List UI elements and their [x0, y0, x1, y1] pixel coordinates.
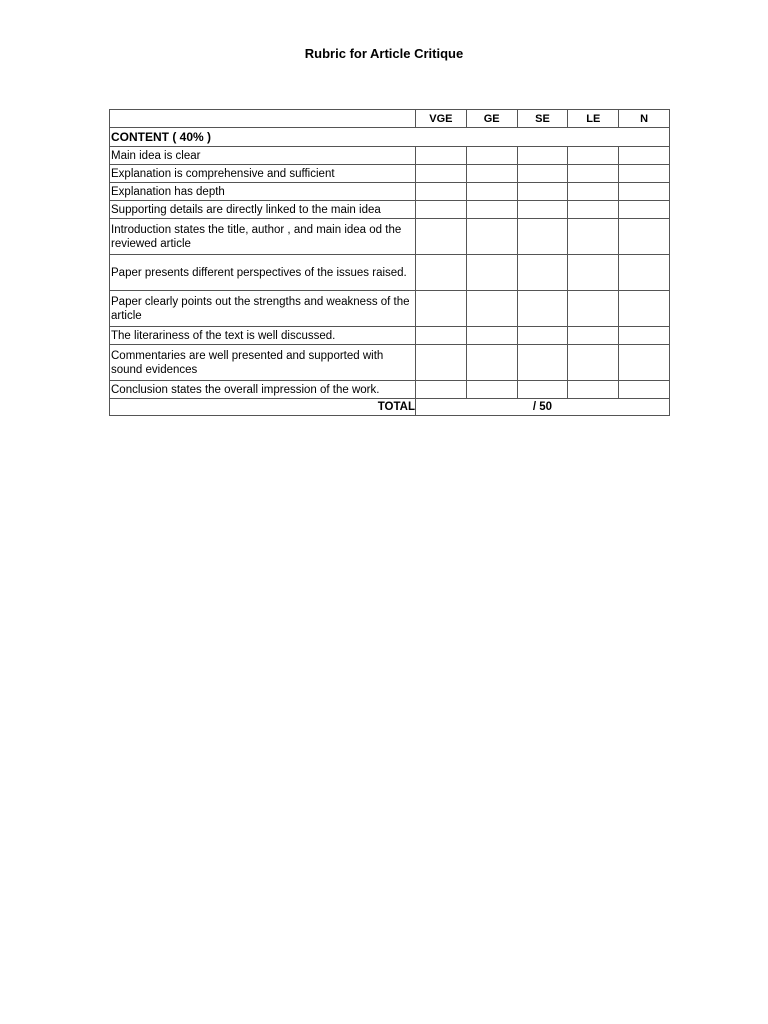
rating-cell-se[interactable]	[517, 255, 568, 291]
rating-cell-se[interactable]	[517, 345, 568, 381]
rating-cell-ge[interactable]	[466, 345, 517, 381]
rating-cell-vge[interactable]	[416, 147, 467, 165]
rating-cell-vge[interactable]	[416, 219, 467, 255]
rating-cell-n[interactable]	[619, 381, 670, 399]
rating-cell-n[interactable]	[619, 345, 670, 381]
criterion-label: Supporting details are directly linked to the main idea	[110, 201, 416, 219]
rating-cell-n[interactable]	[619, 291, 670, 327]
rating-cell-vge[interactable]	[416, 255, 467, 291]
rating-cell-ge[interactable]	[466, 201, 517, 219]
criterion-row	[110, 327, 670, 345]
rating-cell-n[interactable]	[619, 219, 670, 255]
rating-cell-ge[interactable]	[466, 291, 517, 327]
rating-cell-le[interactable]	[568, 201, 619, 219]
rating-cell-se[interactable]	[517, 201, 568, 219]
rating-cell-n[interactable]	[619, 201, 670, 219]
rating-cell-se[interactable]	[517, 183, 568, 201]
rating-cell-se[interactable]	[517, 165, 568, 183]
rating-cell-n[interactable]	[619, 183, 670, 201]
criterion-row	[110, 219, 670, 255]
criterion-row	[110, 255, 670, 291]
rating-cell-n[interactable]	[619, 165, 670, 183]
rating-cell-le[interactable]	[568, 147, 619, 165]
criterion-label: Explanation is comprehensive and sufficient	[110, 165, 416, 183]
total-score: / 50	[416, 399, 670, 416]
criterion-label: Explanation has depth	[110, 183, 416, 201]
rating-cell-n[interactable]	[619, 255, 670, 291]
criterion-label: Introduction states the title, author , and main idea od the reviewed article	[110, 219, 416, 255]
rating-cell-vge[interactable]	[416, 201, 467, 219]
rating-cell-ge[interactable]	[466, 147, 517, 165]
criterion-row	[110, 345, 670, 381]
rating-cell-vge[interactable]	[416, 183, 467, 201]
rating-cell-vge[interactable]	[416, 327, 467, 345]
rating-cell-vge[interactable]	[416, 165, 467, 183]
total-row	[110, 399, 670, 416]
criterion-label: Main idea is clear	[110, 147, 416, 165]
rating-cell-se[interactable]	[517, 147, 568, 165]
section-row	[110, 128, 670, 147]
rating-cell-ge[interactable]	[466, 183, 517, 201]
rating-cell-le[interactable]	[568, 381, 619, 399]
total-label: TOTAL	[110, 399, 416, 416]
rating-cell-le[interactable]	[568, 219, 619, 255]
rating-cell-se[interactable]	[517, 291, 568, 327]
criterion-label: Paper presents different perspectives of the issues raised.	[110, 255, 416, 291]
document-title: Rubric for Article Critique	[304, 46, 464, 61]
rating-cell-vge[interactable]	[416, 345, 467, 381]
criterion-row	[110, 381, 670, 399]
rating-cell-se[interactable]	[517, 381, 568, 399]
rating-header-n: N	[619, 110, 670, 128]
rating-cell-le[interactable]	[568, 255, 619, 291]
rating-cell-le[interactable]	[568, 327, 619, 345]
rating-cell-n[interactable]	[619, 327, 670, 345]
rating-cell-ge[interactable]	[466, 219, 517, 255]
rating-header-se: SE	[517, 110, 568, 128]
criterion-row	[110, 165, 670, 183]
rating-cell-se[interactable]	[517, 327, 568, 345]
criterion-label: Paper clearly points out the strengths and weakness of the article	[110, 291, 416, 327]
rubric-table	[109, 109, 670, 416]
criteria-header-cell	[110, 110, 416, 128]
rating-cell-ge[interactable]	[466, 165, 517, 183]
rating-cell-ge[interactable]	[466, 381, 517, 399]
criterion-label: Commentaries are well presented and supported with sound evidences	[110, 345, 416, 381]
criterion-row	[110, 147, 670, 165]
rating-cell-le[interactable]	[568, 291, 619, 327]
rating-cell-le[interactable]	[568, 345, 619, 381]
rating-header-vge: VGE	[416, 110, 467, 128]
rating-cell-se[interactable]	[517, 219, 568, 255]
section-title: CONTENT ( 40% )	[110, 128, 670, 147]
rating-cell-ge[interactable]	[466, 327, 517, 345]
criterion-label: The literariness of the text is well discussed.	[110, 327, 416, 345]
rating-header-le: LE	[568, 110, 619, 128]
criterion-row	[110, 183, 670, 201]
criterion-label: Conclusion states the overall impression of the work.	[110, 381, 416, 399]
rating-cell-vge[interactable]	[416, 381, 467, 399]
rating-cell-ge[interactable]	[466, 255, 517, 291]
criterion-row	[110, 291, 670, 327]
rating-header-ge: GE	[466, 110, 517, 128]
rating-cell-n[interactable]	[619, 147, 670, 165]
criterion-row	[110, 201, 670, 219]
rating-cell-le[interactable]	[568, 165, 619, 183]
rating-cell-le[interactable]	[568, 183, 619, 201]
header-row	[110, 110, 670, 128]
rating-cell-vge[interactable]	[416, 291, 467, 327]
